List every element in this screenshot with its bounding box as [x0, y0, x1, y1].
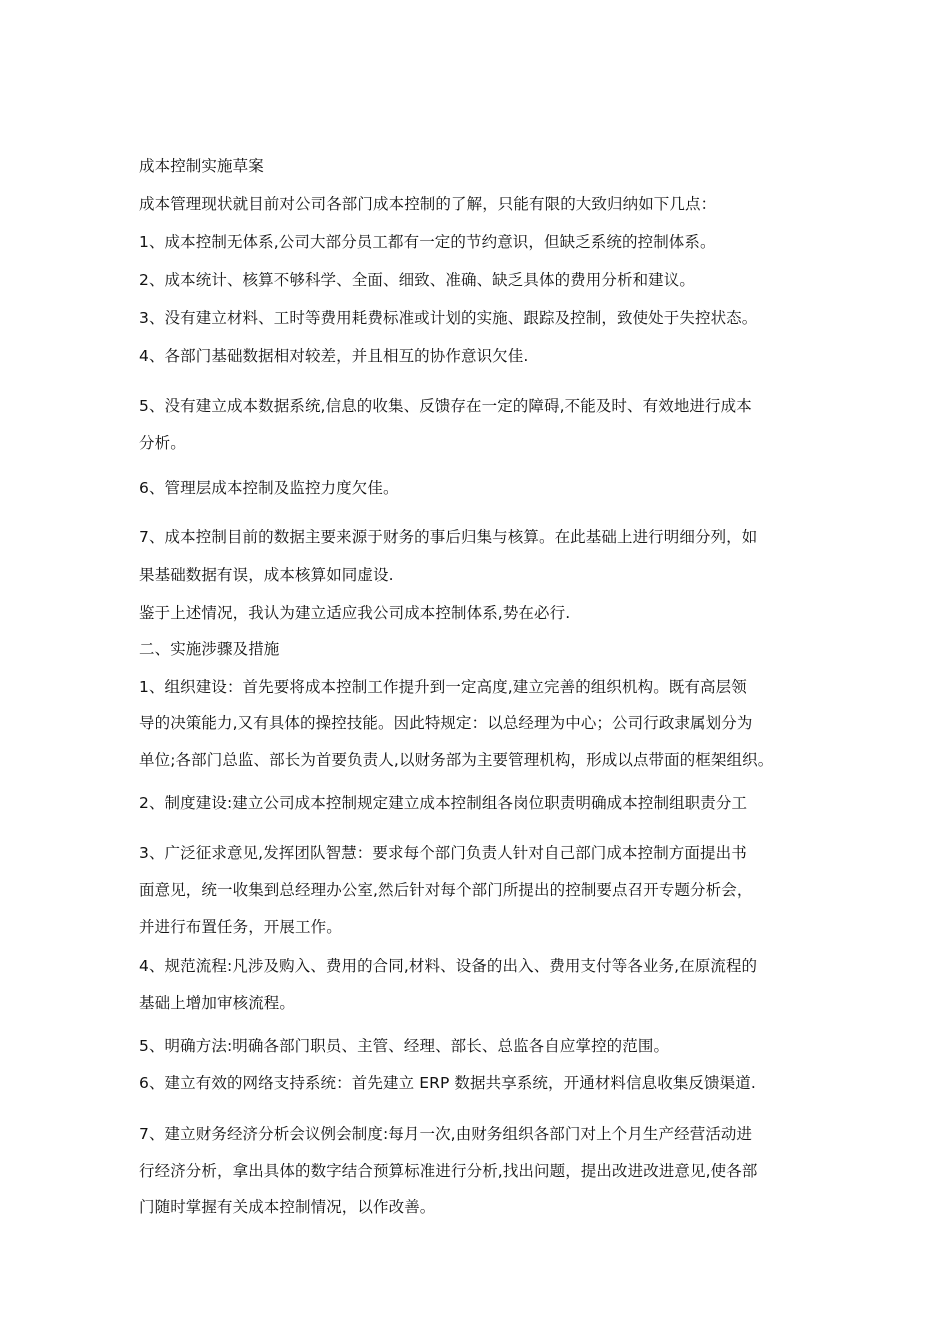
- section-heading-2: 二、实施涉骤及措施: [139, 640, 280, 658]
- status-item-7-cont: 果基础数据有误，成本核算如同虚设.: [139, 566, 394, 584]
- measure-item-3: 3、广泛征求意见,发挥团队智慧：要求每个部门负责人针对自己部门成本控制方面提出书: [139, 844, 747, 862]
- measure-item-2: 2、制度建设:建立公司成本控制规定建立成本控制组各岗位职责明确成本控制组职责分工: [139, 794, 748, 812]
- status-item-5-cont: 分析。: [139, 434, 186, 452]
- document-title: 成本控制实施草案: [139, 157, 264, 175]
- measure-item-4-cont: 基础上增加审核流程。: [139, 994, 296, 1012]
- measure-item-4: 4、规范流程:凡涉及购入、费用的合同,材料、设备的出入、费用支付等各业务,在原流程的: [139, 957, 758, 975]
- status-item-5: 5、没有建立成本数据系统,信息的收集、反馈存在一定的障碍,不能及时、有效地进行成本: [139, 397, 752, 415]
- status-item-3: 3、没有建立材料、工时等费用耗费标准或计划的实施、跟踪及控制，致使处于失控状态。: [139, 309, 758, 327]
- measure-item-7-cont-1: 行经济分析，拿出具体的数字结合预算标准进行分析,找出问题，提出改进改进意见,使各部: [139, 1162, 758, 1180]
- measure-item-3-cont-2: 并进行布置任务，开展工作。: [139, 918, 342, 936]
- measure-item-1-cont-1: 导的决策能力,又有具体的操控技能。因此特规定：以总经理为中心；公司行政隶属划分为: [139, 714, 753, 732]
- measure-item-5: 5、明确方法:明确各部门职员、主管、经理、部长、总监各自应掌控的范围。: [139, 1037, 670, 1055]
- measure-item-7: 7、建立财务经济分析会议例会制度:每月一次,由财务组织各部门对上个月生产经营活动进: [139, 1125, 753, 1143]
- measure-item-1: 1、组织建设：首先要将成本控制工作提升到一定高度,建立完善的组织机构。既有高层领: [139, 678, 747, 696]
- measure-item-6: 6、建立有效的网络支持系统：首先建立 ERP 数据共享系统，开通材料信息收集反馈渠道.: [139, 1074, 756, 1092]
- status-item-1: 1、成本控制无体系,公司大部分员工都有一定的节约意识，但缺乏系统的控制体系。: [139, 233, 716, 251]
- status-item-7: 7、成本控制目前的数据主要来源于财务的事后归集与核算。在此基础上进行明细分列，如: [139, 528, 758, 546]
- measure-item-1-cont-2: 单位;各部门总监、部长为首要负责人,以财务部为主要管理机构，形成以点带面的框架组织。: [139, 751, 774, 769]
- status-item-6: 6、管理层成本控制及监控力度欠佳。: [139, 479, 399, 497]
- status-item-4: 4、各部门基础数据相对较差，并且相互的协作意识欠佳.: [139, 347, 529, 365]
- intro-line: 成本管理现状就目前对公司各部门成本控制的了解，只能有限的大致归纳如下几点：: [139, 195, 717, 213]
- conclusion-line: 鉴于上述情况，我认为建立适应我公司成本控制体系,势在必行.: [139, 604, 571, 622]
- measure-item-7-cont-2: 门随时掌握有关成本控制情况，以作改善。: [139, 1198, 436, 1216]
- status-item-2: 2、成本统计、核算不够科学、全面、细致、准确、缺乏具体的费用分析和建议。: [139, 271, 695, 289]
- measure-item-3-cont-1: 面意见，统一收集到总经理办公室,然后针对每个部门所提出的控制要点召开专题分析会，: [139, 881, 753, 899]
